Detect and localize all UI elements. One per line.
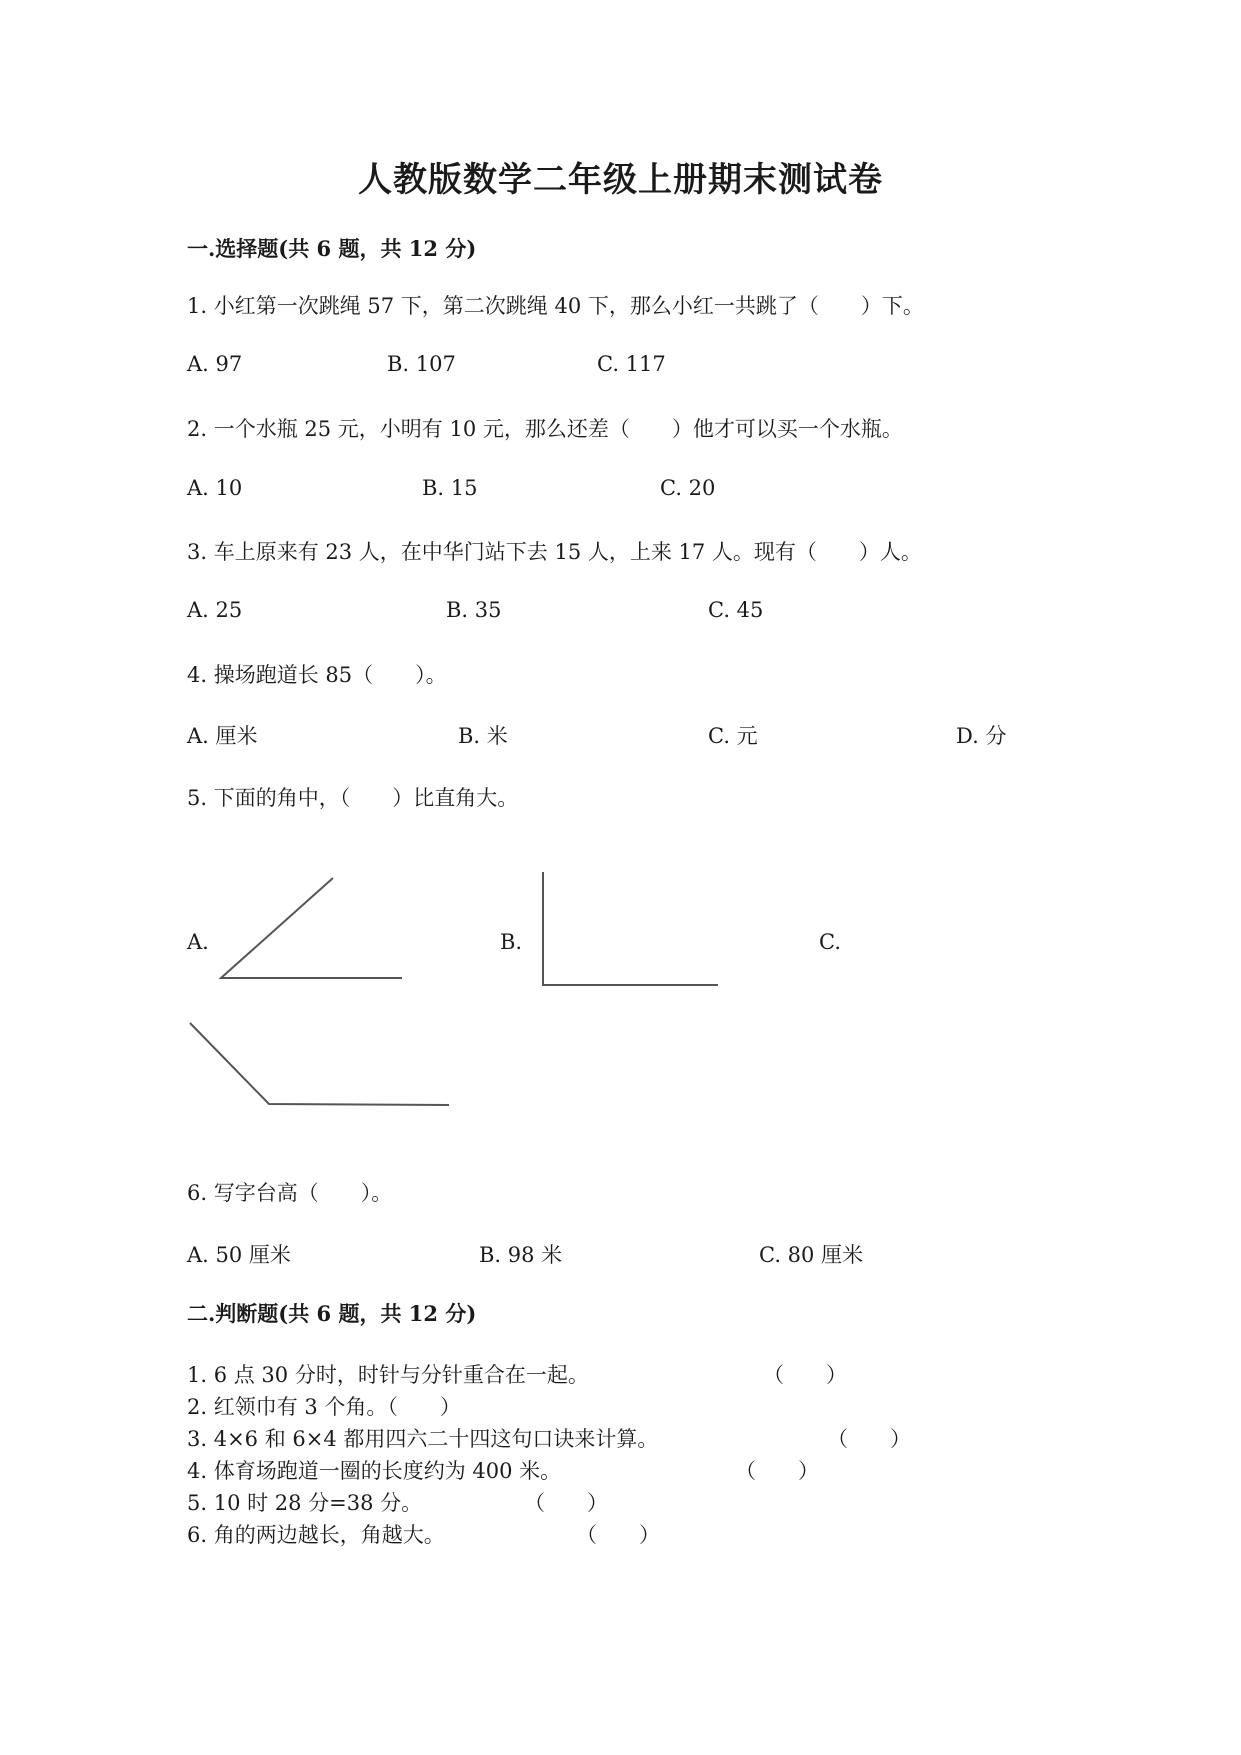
question-5: 5. 下面的角中，（ ）比直角大。 (187, 786, 519, 810)
q1-option-c: C. 117 (597, 352, 666, 376)
judgment-6: 6. 角的两边越长，角越大。 (187, 1523, 445, 1547)
q3-option-c: C. 45 (708, 598, 764, 622)
q3-option-b: B. 35 (446, 598, 502, 622)
q3-option-a: A. 25 (187, 598, 243, 622)
q1-option-a: A. 97 (187, 352, 243, 376)
obtuse-angle-figure (190, 1023, 449, 1105)
q4-option-a: A. 厘米 (187, 724, 258, 748)
judgment-4: 4. 体育场跑道一圈的长度约为 400 米。 (187, 1459, 562, 1483)
q5-option-a: A. (187, 930, 209, 954)
judgment-6-bracket: （ ） (576, 1523, 660, 1547)
page-title: 人教版数学二年级上册期末测试卷 (358, 160, 883, 200)
q2-option-a: A. 10 (187, 476, 243, 500)
q6-option-c: C. 80 厘米 (759, 1243, 864, 1267)
q4-option-b: B. 米 (458, 724, 508, 748)
judgment-2: 2. 红领巾有 3 个角。（ ） (187, 1395, 461, 1419)
right-angle-figure (543, 872, 718, 985)
q4-option-d: D. 分 (956, 724, 1007, 748)
judgment-3-bracket: （ ） (827, 1427, 911, 1451)
q6-option-b: B. 98 米 (479, 1243, 563, 1267)
question-4: 4. 操场跑道长 85（ ）。 (187, 663, 447, 687)
judgment-3: 3. 4×6 和 6×4 都用四六二十四这句口诀来计算。 (187, 1427, 659, 1451)
q1-option-b: B. 107 (387, 352, 456, 376)
section-heading-choice: 一.选择题(共 6 题，共 12 分) (187, 236, 477, 261)
q5-option-c: C. (819, 930, 841, 954)
judgment-1: 1. 6 点 30 分时，时针与分针重合在一起。 (187, 1363, 589, 1387)
question-6: 6. 写字台高（ ）。 (187, 1181, 393, 1205)
q5-option-b: B. (500, 930, 523, 954)
judgment-1-bracket: （ ） (763, 1363, 847, 1387)
question-1: 1. 小红第一次跳绳 57 下，第二次跳绳 40 下，那么小红一共跳了（ ）下。 (187, 294, 924, 318)
q4-option-c: C. 元 (708, 724, 758, 748)
q2-option-b: B. 15 (422, 476, 478, 500)
question-3: 3. 车上原来有 23 人，在中华门站下去 15 人，上来 17 人。现有（ ）人。 (187, 540, 922, 564)
acute-angle-figure (221, 878, 402, 978)
question-2: 2. 一个水瓶 25 元，小明有 10 元，那么还差（ ）他才可以买一个水瓶。 (187, 417, 903, 441)
judgment-5-bracket: （ ） (524, 1491, 608, 1515)
judgment-4-bracket: （ ） (735, 1459, 819, 1483)
q2-option-c: C. 20 (660, 476, 716, 500)
judgment-5: 5. 10 时 28 分=38 分。 (187, 1491, 423, 1515)
q6-option-a: A. 50 厘米 (187, 1243, 291, 1267)
section-heading-judgment: 二.判断题(共 6 题，共 12 分) (187, 1301, 477, 1326)
